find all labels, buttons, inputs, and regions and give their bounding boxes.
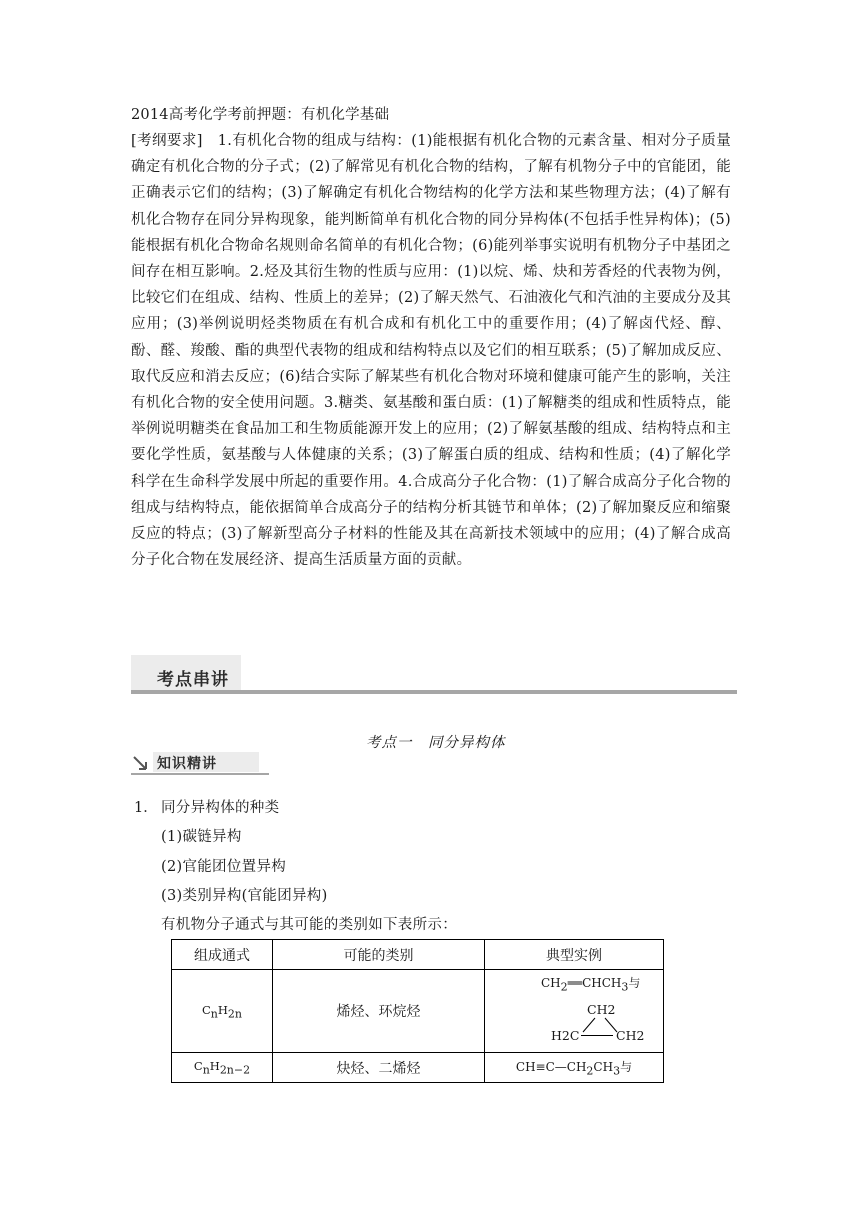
arrow-down-right-icon (131, 754, 149, 772)
document-title: 2014高考化学考前押题：有机化学基础 (131, 107, 390, 123)
example-formula: $CH\equiv C—CH_2CH_3$与 (515, 1059, 633, 1078)
table-header-row (172, 940, 664, 970)
ring-bottom-bond (581, 1035, 613, 1036)
example-cell (485, 1053, 664, 1083)
list-item-carbon-chain: (1)碳链异构 (161, 829, 242, 845)
table-header-cell: 组成通式 (172, 940, 273, 970)
banner-label: 考点串讲 (157, 670, 229, 690)
table-header-cell: 可能的类别 (273, 940, 485, 970)
example-cell (485, 970, 664, 1053)
table-row (172, 970, 664, 1053)
section-banner (131, 655, 737, 695)
list-item-position: (2)官能团位置异构 (161, 859, 287, 875)
list-heading: 同分异构体的种类 (161, 800, 280, 816)
exam-requirements-paragraph: [考纲要求] 1.有机化合物的组成与结构：(1)能根据有机化合物的元素含量、相对分子质量确定有机化合物的分子式；(2)了解常见有机化合物的结构，了解有机物分子中的官能团，能正确表示它们的结构；(3)了解确定有机化合物结构的化学方法和某些物理方法；(4)了解有机化合物存在同分异构现象，能判断简单有机化合物的同分异构体(不包括手性异构体)；(5)能根据有机化合物命名规则命名简单的有机化合物；(6)能列举事实说明有机物分子中基团之间存在相互影响。2.烃及其衍生物的性质与应用：(1)以烷、烯、炔和芳香烃的代表物为例，比较它们在组成、结构、性质上的差异；(2)了解天然气、石油液化气和汽油的主要成分及其应用；(3)举例说明烃类物质在有机合成和有机化工中的重要作用；(4)了解卤代烃、醇、酚、醛、羧酸、酯的典型代表物的组成和结构特点以及它们的相互联系；(5)了解加成反应、取代反应和消去反应；(6)结合实际了解某些有机化合物对环境和健康可能产生的影响，关注有机化合物的安全使用问题。3.糖类、氨基酸和蛋白质：(1)了解糖类的组成和性质特点，能举例说明糖类在食品加工和生物质能源开发上的应用；(2)了解氨基酸的组成、结构特点和主要化学性质，氨基酸与人体健康的关系；(3)了解蛋白质的组成、结构和性质；(4)了解化学科学在生命科学发展中所起的重要作用。4.合成高分子化合物：(1)了解合成高分子化合物的组成与结构特点，能依据简单合成高分子的结构分析其链节和单体；(2)了解加聚反应和缩聚反应的特点；(3)了解新型高分子材料的性能及其在高新技术领域中的应用；(4)了解合成高分子化合物在发展经济、提高生活质量方面的贡献。 (131, 133, 731, 569)
category-cell: 炔烃、二烯烃 (273, 1053, 485, 1083)
ring-left-group: H2C (551, 1028, 580, 1043)
formula-cell (172, 970, 273, 1053)
knowledge-underline (131, 773, 269, 775)
category-cell: 烯烃、环烷烃 (273, 970, 485, 1053)
table-row (172, 1053, 664, 1083)
banner-underline (131, 690, 737, 694)
list-item-category: (3)类别异构(官能团异构) (161, 888, 328, 904)
general-formula: $C_nH_{2n}$ (201, 1002, 243, 1021)
ring-right-group: CH2 (616, 1028, 645, 1043)
list-number: 1． (134, 800, 158, 816)
section-title: 考点一 同分异构体 (366, 735, 506, 751)
table-header-cell: 典型实例 (485, 940, 664, 970)
isomer-table (171, 939, 664, 1083)
ring-top-group: CH2 (587, 1002, 616, 1017)
general-formula: $C_nH_{2n-2}$ (193, 1059, 251, 1077)
example-formula: $CH_2══CHCH_3$与 (541, 976, 641, 994)
knowledge-header (131, 752, 271, 776)
formula-cell (172, 1053, 273, 1083)
table-intro: 有机物分子通式与其可能的类别如下表所示： (161, 917, 457, 933)
knowledge-label: 知识精讲 (157, 756, 217, 772)
